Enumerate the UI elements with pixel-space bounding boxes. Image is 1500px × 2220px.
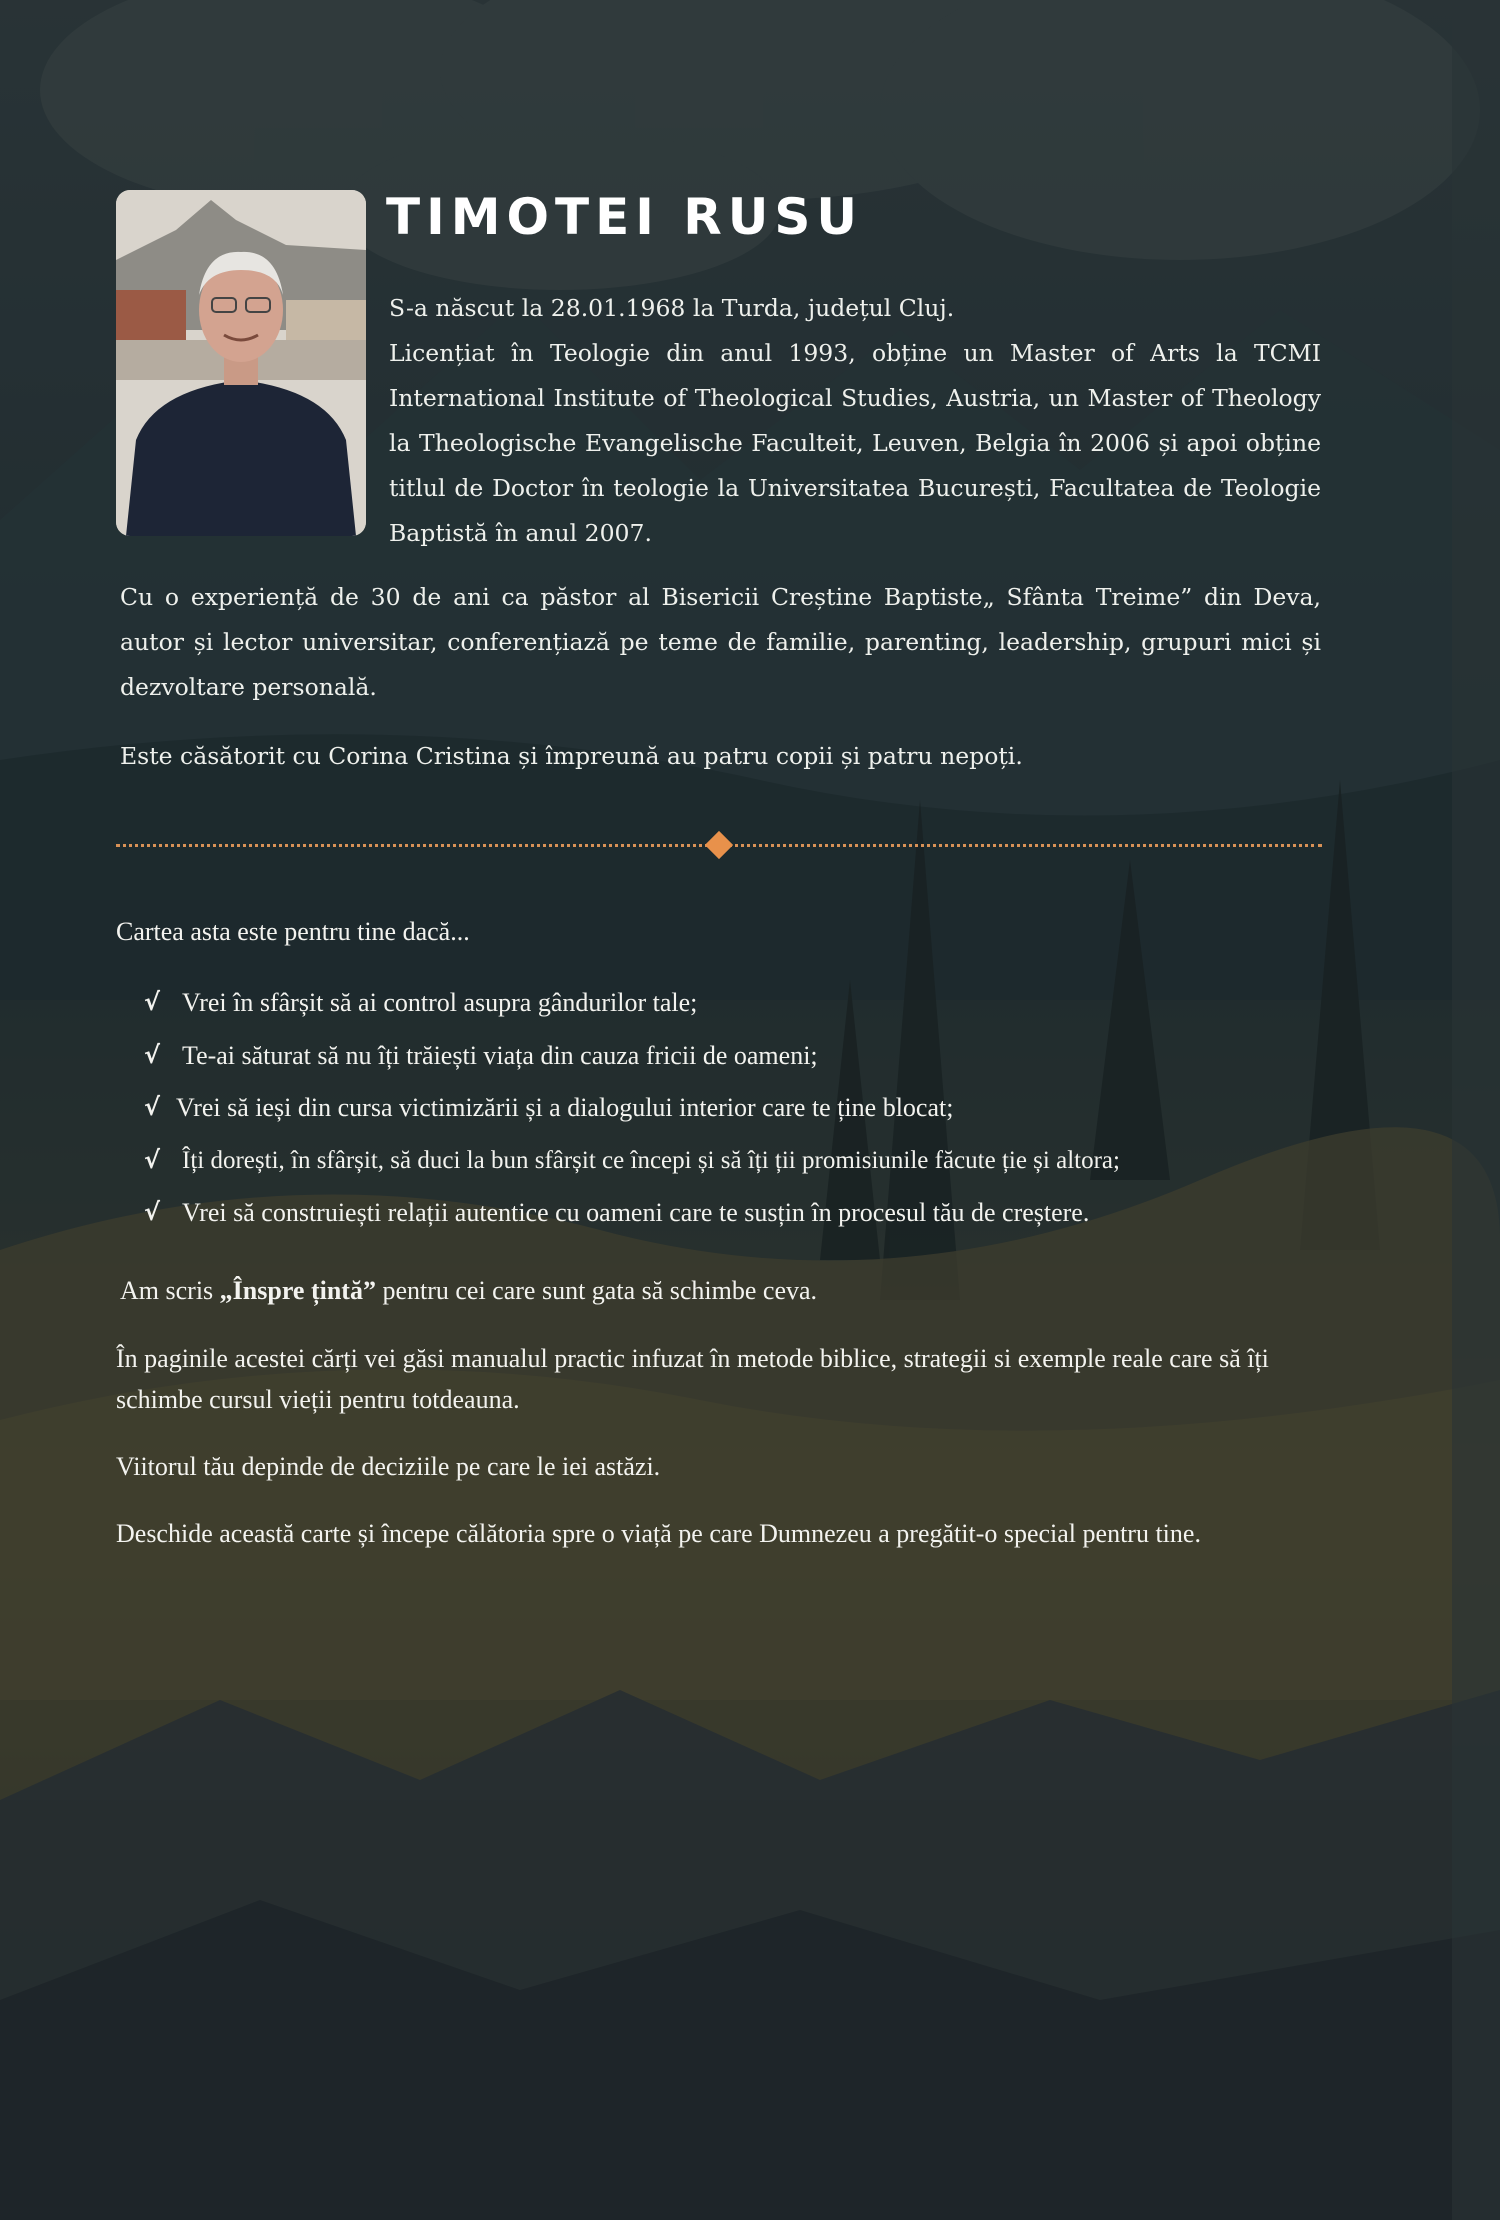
checklist-text: Vrei să ieși din cursa victimizării și a dialogului interior care te ține blocat; bbox=[176, 1093, 954, 1122]
checkmark-icon: √ bbox=[144, 988, 161, 1016]
experience-paragraph: Cu o experiență de 30 de ani ca păstor al Bisericii Creștine Baptiste„ Sfânta Treime” din Deva, autor și lector universitar, conferențiază pe teme de familie, parenting, leadership, grupuri mici și dezvoltare personală. bbox=[120, 583, 1321, 701]
checkmark-icon: √ bbox=[144, 1145, 161, 1174]
written-for-paragraph bbox=[120, 1270, 1330, 1311]
divider-diamond-icon bbox=[705, 831, 733, 859]
checkmark-icon: √ bbox=[144, 1093, 161, 1121]
book-pages-paragraph: În paginile acestei cărți vei găsi manualul practic infuzat în metode biblice, strategii si exemple reale care să îți schimbe cursul vieții pentru totdeauna. bbox=[116, 1344, 1269, 1414]
author-bio-intro bbox=[389, 286, 1321, 556]
checklist-text: Te-ai săturat să nu îți trăiești viața din cauza fricii de oameni; bbox=[182, 1040, 818, 1070]
written-suffix: pentru cei care sunt gata să schimbe ceva. bbox=[375, 1276, 818, 1305]
family-paragraph: Este căsătorit cu Corina Cristina și împreună au patru copii și patru nepoți. bbox=[120, 742, 1023, 770]
author-name: TIMOTEI RUSU bbox=[386, 188, 863, 246]
checklist-item bbox=[144, 1191, 1494, 1244]
checklist-text: Îți dorești, în sfârșit, să duci la bun sfârșit ce începi și să îți ții promisiunile făcute ție și altora; bbox=[182, 1146, 1120, 1174]
written-prefix: Am scris bbox=[120, 1276, 220, 1305]
checklist-text: Vrei în sfârșit să ai control asupra gândurilor tale; bbox=[182, 988, 698, 1017]
checkmark-icon: √ bbox=[144, 1198, 161, 1226]
checkmark-icon: √ bbox=[144, 1040, 161, 1069]
birth-info: S-a născut la 28.01.1968 la Turda, județul Cluj. bbox=[389, 294, 955, 322]
book-audience-intro: Cartea asta este pentru tine dacă... bbox=[116, 917, 470, 946]
portrait-illustration bbox=[116, 190, 366, 536]
checklist-item bbox=[144, 1034, 1494, 1087]
checklist-item bbox=[144, 981, 1494, 1034]
checklist-item bbox=[144, 1086, 1494, 1139]
author-photo bbox=[116, 190, 366, 536]
benefits-checklist bbox=[144, 981, 1494, 1244]
education-info: Licențiat în Teologie din anul 1993, obține un Master of Arts la TCMI International Institute of Theological Studies, Austria, un Master of Theology la Theologische Evangelische Faculteit, Leuven, Belgia în 2006 și apoi obține titlul de Doctor în teologie la Universitatea București, Facultatea de Teologie Baptistă în anul 2007. bbox=[389, 339, 1321, 547]
checklist-item bbox=[144, 1139, 1494, 1192]
checklist-text: Vrei să construiești relații autentice cu oameni care te susțin în procesul tău de creștere. bbox=[182, 1198, 1090, 1227]
future-paragraph: Viitorul tău depinde de deciziile pe care le iei astăzi. bbox=[116, 1452, 661, 1481]
book-title: „Înspre țintă” bbox=[219, 1276, 376, 1305]
closing-paragraph: Deschide această carte și începe călătoria spre o viață pe care Dumnezeu a pregătit-o special pentru tine. bbox=[116, 1519, 1201, 1548]
